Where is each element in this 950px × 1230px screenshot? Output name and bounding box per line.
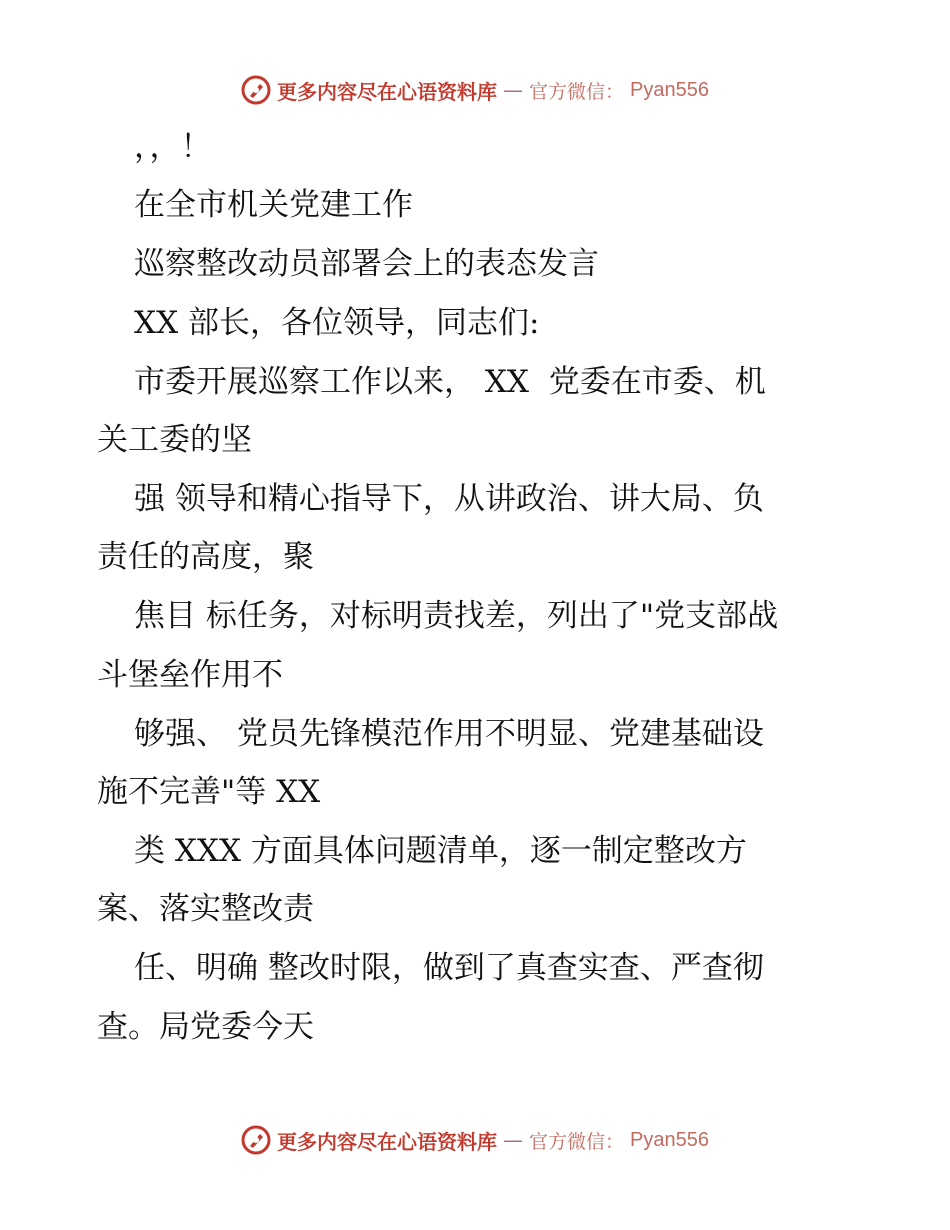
text-line-1: ，，！: [134, 129, 212, 165]
text-line-12: 施不完善"等 XX: [97, 774, 321, 810]
text-line-8: 责任的高度，聚: [97, 539, 314, 575]
text-line-9: 焦目 标任务，对标明责找差，列出了"党支部战: [134, 598, 779, 634]
text-line-14: 案、落实整改责: [97, 891, 314, 927]
text-line-3: 巡察整改动员部署会上的表态发言: [134, 246, 599, 282]
text-line-10: 斗堡垒作用不: [97, 657, 283, 693]
text-line-15: 任、明确 整改时限，做到了真查实查、严查彻: [134, 950, 764, 986]
footer-watermark: [0, 1122, 950, 1158]
pen-nib-logo-icon: [241, 75, 271, 105]
text-line-5: 市委开展巡察工作以来， XX 党委在市委、机: [134, 364, 766, 400]
watermark-dash: —: [503, 1128, 523, 1152]
text-line-11: 够强、 党员先锋模范作用不明显、党建基础设: [134, 716, 764, 752]
pen-nib-logo-icon: [241, 1125, 271, 1155]
watermark-dash: —: [503, 78, 523, 102]
watermark-wechat-label: 官方微信：: [529, 1130, 625, 1153]
watermark-wechat-label: 官方微信：: [529, 80, 625, 103]
watermark-title: 更多内容尽在心语资料库: [277, 1129, 497, 1154]
text-line-2: 在全市机关党建工作: [134, 187, 413, 223]
watermark-wechat-id: Pyan556: [630, 1128, 709, 1151]
watermark-title: 更多内容尽在心语资料库: [277, 79, 497, 104]
text-line-13: 类 XXX 方面具体问题清单，逐一制定整改方: [134, 833, 747, 869]
watermark-wechat-id: Pyan556: [630, 78, 709, 101]
text-line-7: 强 领导和精心指导下，从讲政治、讲大局、负: [134, 481, 764, 517]
text-line-4: XX 部长，各位领导，同志们:: [134, 305, 540, 341]
text-line-16: 查。局党委今天: [97, 1009, 314, 1045]
header-watermark: [0, 72, 950, 108]
text-line-6: 关工委的坚: [97, 422, 252, 458]
